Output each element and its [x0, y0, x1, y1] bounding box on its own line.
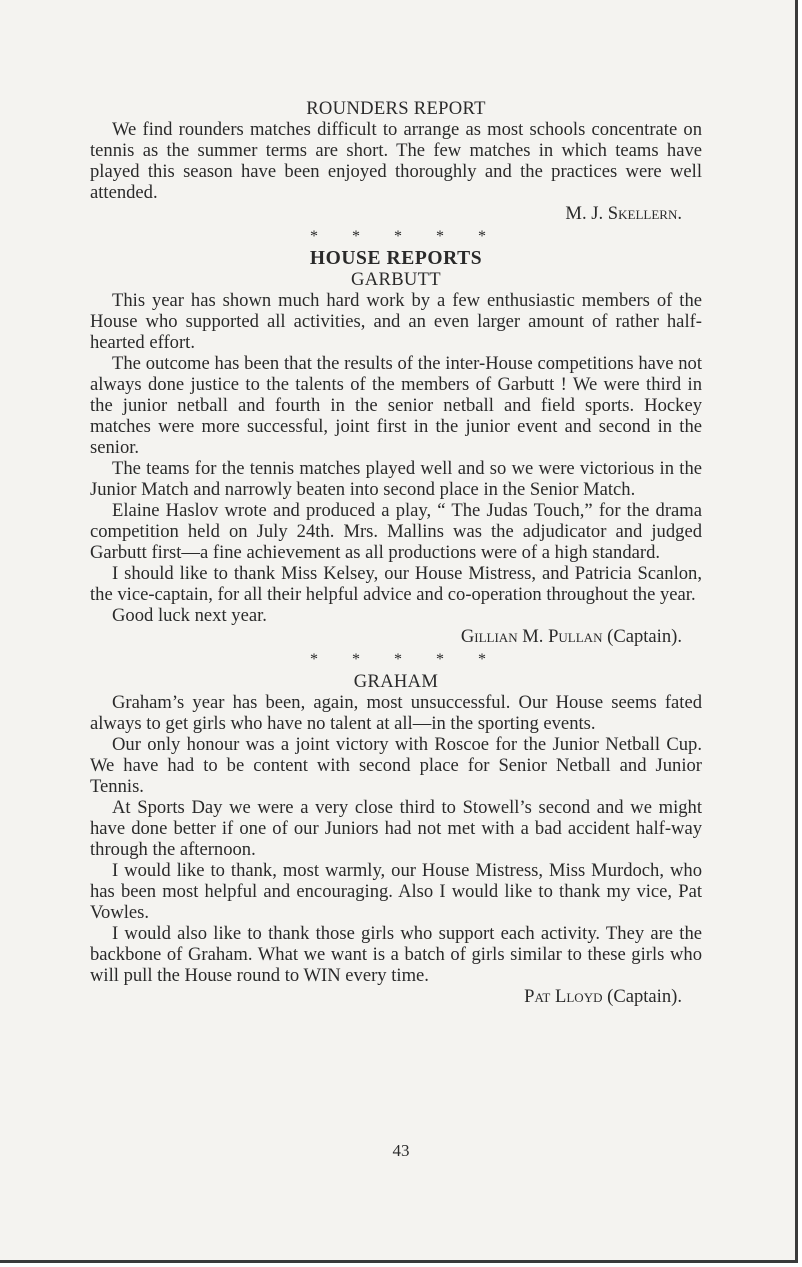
- graham-paragraph: I would also like to thank those girls who support each activity. They are the backbone of Graham. What we want is a batch of girls similar to these girls who will pull the House round to WIN every time.: [90, 923, 702, 986]
- garbutt-signature-role: (Captain).: [607, 626, 682, 647]
- graham-paragraph: Our only honour was a joint victory with Roscoe for the Junior Netball Cup. We have had to be content with second place for Senior Netball and Junior Tennis.: [90, 734, 702, 797]
- garbutt-paragraph: This year has shown much hard work by a few enthusiastic members of the House who supported all activities, and an even larger amount of rather half-hearted effort.: [90, 290, 702, 353]
- garbutt-paragraph: I should like to thank Miss Kelsey, our House Mistress, and Patricia Scanlon, the vice-captain, for all their helpful advice and co-operation throughout the year.: [90, 563, 702, 605]
- garbutt-signature: [90, 626, 702, 647]
- graham-signature-name: Pat Lloyd: [524, 986, 603, 1007]
- section-separator: * * * * *: [310, 651, 486, 668]
- garbutt-paragraph: Good luck next year.: [112, 605, 267, 626]
- graham-paragraph: At Sports Day we were a very close third to Stowell’s second and we might have done better if one of our Juniors had not met with a bad accident half-way through the afternoon.: [90, 797, 702, 860]
- rounders-report-heading: ROUNDERS REPORT: [306, 98, 486, 119]
- section-separator: * * * * *: [310, 228, 486, 245]
- garbutt-paragraph: The outcome has been that the results of the inter-House competitions have not always done justice to the talents of the members of Garbutt ! We were third in the junior netball and fourth in the senior netball and field sports. Hockey matches were more successful, joint first in the junior event and second in the senior.: [90, 353, 702, 458]
- graham-signature: [90, 986, 702, 1007]
- house-reports-heading: HOUSE REPORTS: [309, 248, 483, 269]
- page-number: 43: [392, 1141, 410, 1160]
- rounders-report-body: We find rounders matches difficult to arrange as most schools concentrate on tennis as the summer terms are short. The few matches in which teams have played this season have been enjoyed thoroughly and the practices were well attended.: [90, 119, 702, 203]
- graham-paragraph: Graham’s year has been, again, most unsuccessful. Our House seems fated always to get girls who have no talent at all—in the sporting events.: [90, 692, 702, 734]
- rounders-signature: M. J. Skellern.: [565, 203, 682, 224]
- page-text: [90, 98, 702, 1007]
- garbutt-signature-name: Gillian M. Pullan: [460, 626, 603, 647]
- graham-paragraph: I would like to thank, most warmly, our House Mistress, Miss Murdoch, who has been most helpful and encouraging. Also I would like to thank my vice, Pat Vowles.: [90, 860, 702, 923]
- garbutt-heading: GARBUTT: [351, 269, 441, 290]
- graham-heading: GRAHAM: [353, 671, 439, 692]
- garbutt-paragraph: Elaine Haslov wrote and produced a play, “ The Judas Touch,” for the drama competition held on July 24th. Mrs. Mallins was the adjudicator and judged Garbutt first—a fine achievement as all productions were of a high standard.: [90, 500, 702, 563]
- garbutt-paragraph: The teams for the tennis matches played well and so we were victorious in the Junior Match and narrowly beaten into second place in the Senior Match.: [90, 458, 702, 500]
- graham-signature-role: (Captain).: [607, 986, 682, 1007]
